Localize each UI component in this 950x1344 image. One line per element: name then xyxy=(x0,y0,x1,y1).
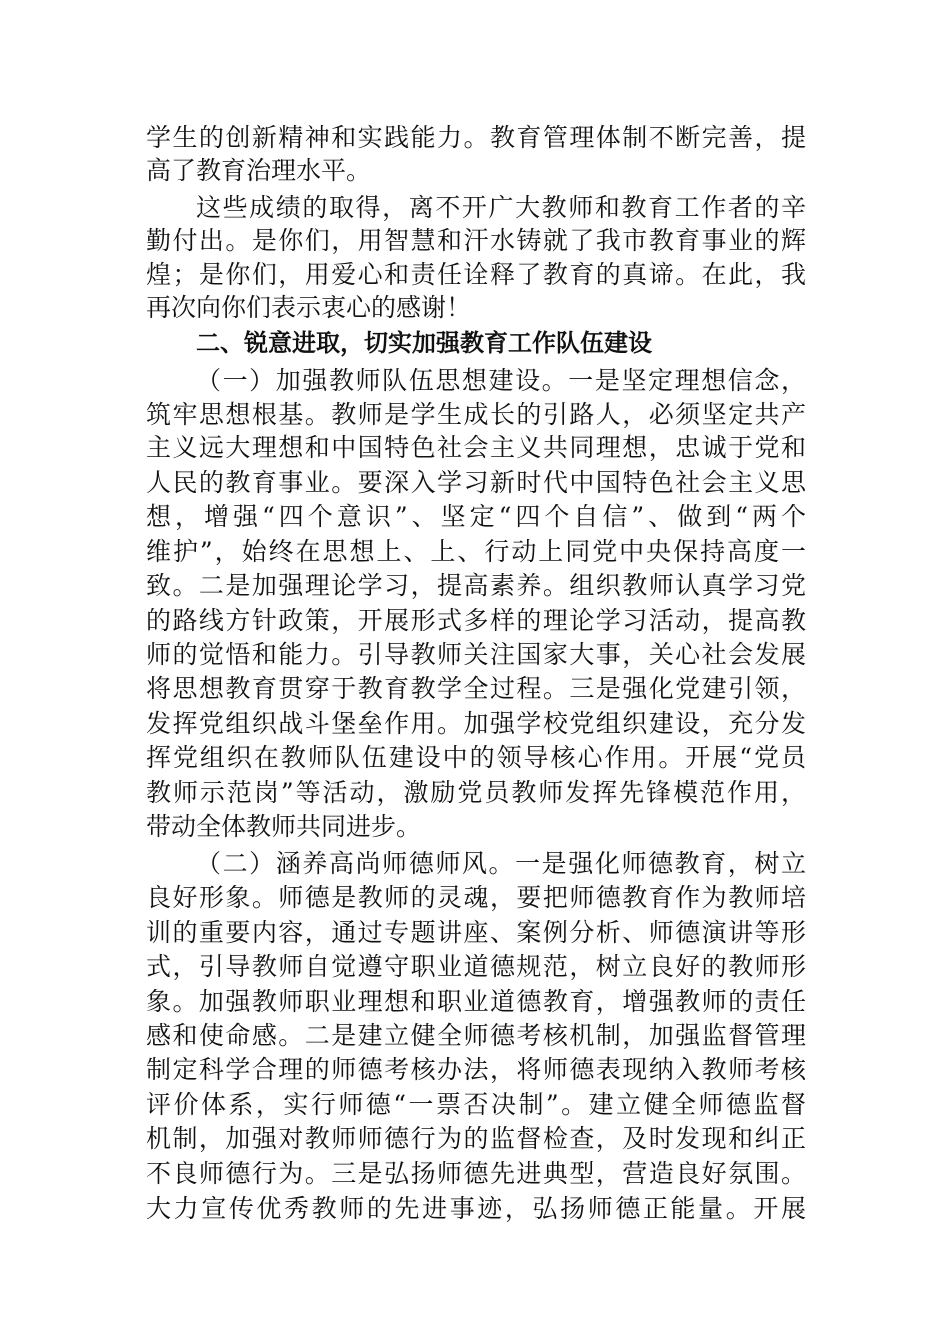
paragraph-start-line: 这些成绩的取得，离不开广大教师和教育工作者的辛 xyxy=(196,193,806,222)
text-line: 将思想教育贯穿于教育教学全过程。三是强化党建引领， xyxy=(146,674,806,703)
section-heading: 二、锐意进取，切实加强教育工作队伍建设 xyxy=(196,329,652,357)
text-line: 挥党组织在教师队伍建设中的领导核心作用。开展“党员 xyxy=(146,743,806,772)
text-line: 想，增强“四个意识”、坚定“四个自信”、做到“两个 xyxy=(146,502,806,531)
text-line: 制定科学合理的师德考核办法，将师德表现纳入教师考核 xyxy=(146,1055,806,1084)
text-line: 象。加强教师职业理想和职业道德教育，增强教师的责任 xyxy=(146,987,806,1016)
subsection-start-line: （一）加强教师队伍思想建设。一是坚定理想信念， xyxy=(196,366,806,395)
text-line: 的路线方针政策，开展形式多样的理论学习活动，提高教 xyxy=(146,606,806,635)
text-line: 评价体系，实行师德“一票否决制”。建立健全师德监督 xyxy=(146,1090,806,1119)
text-line: 勤付出。是你们，用智慧和汗水铸就了我市教育事业的辉 xyxy=(146,226,806,255)
text-line: 人民的教育事业。要深入学习新时代中国特色社会主义思 xyxy=(146,468,806,497)
text-line: 筑牢思想根基。教师是学生成长的引路人，必须坚定共产 xyxy=(146,400,806,429)
text-line: 维护”，始终在思想上、上、行动上同党中央保持高度一 xyxy=(146,537,806,566)
text-line: 高了教育治理水平。 xyxy=(146,156,372,185)
text-line: 机制，加强对教师师德行为的监督检查，及时发现和纠正 xyxy=(146,1124,806,1153)
text-line: 发挥党组织战斗堡垒作用。加强学校党组织建设，充分发 xyxy=(146,709,806,738)
subsection-start-line: （二）涵养高尚师德师风。一是强化师德教育，树立 xyxy=(196,849,806,878)
text-line: 教师示范岗”等活动，激励党员教师发挥先锋模范作用， xyxy=(146,778,806,807)
text-line: 感和使命感。二是建立健全师德考核机制，加强监督管理 xyxy=(146,1021,806,1050)
text-line: 不良师德行为。三是弘扬师德先进典型，营造良好氛围。 xyxy=(146,1159,806,1188)
text-line: 主义远大理想和中国特色社会主义共同理想，忠诚于党和 xyxy=(146,433,806,462)
text-line: 师的觉悟和能力。引导教师关注国家大事，关心社会发展 xyxy=(146,640,806,669)
text-line: 大力宣传优秀教师的先进事迹，弘扬师德正能量。开展 xyxy=(146,1194,806,1223)
text-line: 良好形象。师德是教师的灵魂，要把师德教育作为教师培 xyxy=(146,883,806,912)
text-line: 致。二是加强理论学习，提高素养。组织教师认真学习党 xyxy=(146,571,806,600)
text-line: 煌；是你们，用爱心和责任诠释了教育的真谛。在此，我 xyxy=(146,260,806,289)
text-line: 训的重要内容，通过专题讲座、案例分析、师德演讲等形 xyxy=(146,918,806,947)
text-line: 学生的创新精神和实践能力。教育管理体制不断完善，提 xyxy=(146,123,806,152)
text-line: 式，引导教师自觉遵守职业道德规范，树立良好的教师形 xyxy=(146,952,806,981)
text-line: 再次向你们表示衷心的感谢！ xyxy=(146,293,472,322)
text-line: 带动全体教师共同进步。 xyxy=(146,812,422,841)
